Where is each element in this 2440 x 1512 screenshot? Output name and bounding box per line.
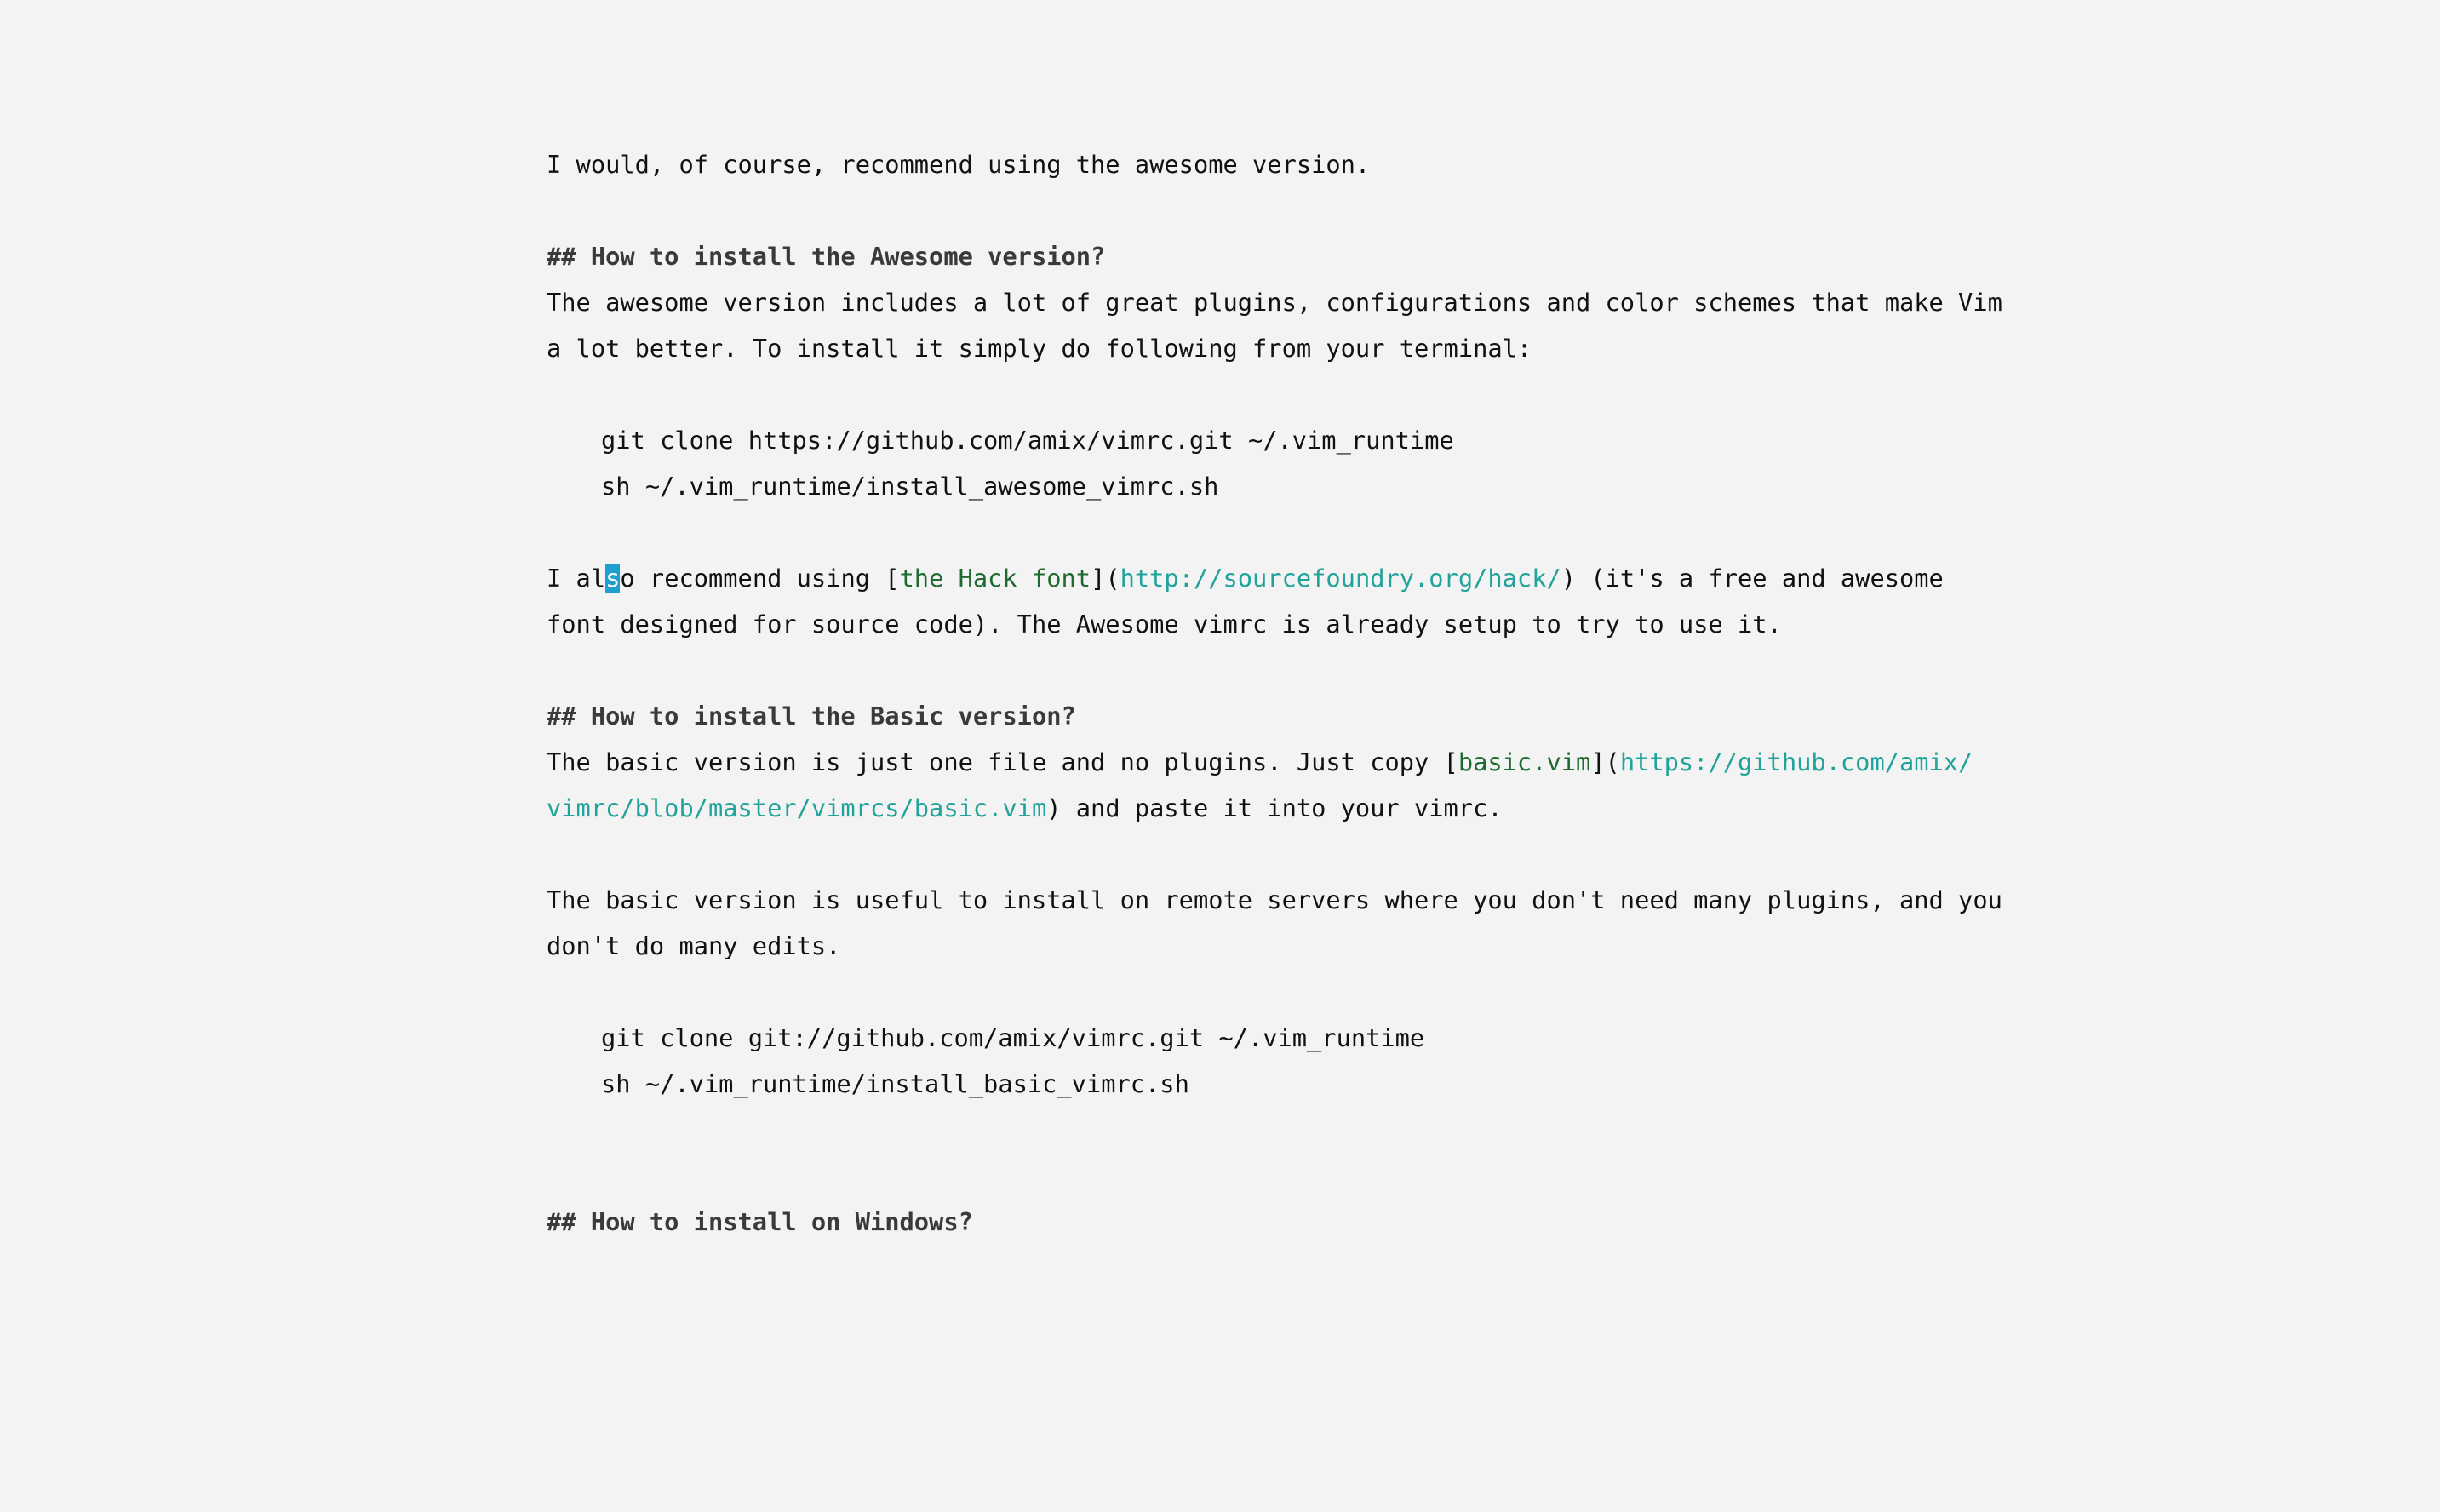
heading-awesome-version: ## How to install the Awesome version? xyxy=(547,242,1106,271)
text-line-basic-link-cont xyxy=(547,785,1503,831)
text-line-basic-link xyxy=(547,739,1973,785)
heading-windows: ## How to install on Windows? xyxy=(547,1207,973,1236)
text-line: a lot better. To install it simply do following from your terminal: xyxy=(547,334,1532,363)
text-line: The awesome version includes a lot of great plugins, configurations and color schemes that make Vim xyxy=(547,288,2002,317)
text-line: I would, of course, recommend using the awesome version. xyxy=(547,150,1371,179)
code-line: sh ~/.vim_runtime/install_awesome_vimrc.sh xyxy=(601,472,1219,501)
link-url-basic-vim-cont[interactable]: vimrc/blob/master/vimrcs/basic.vim xyxy=(547,793,1047,822)
link-url-hack-font[interactable]: http://sourcefoundry.org/hack/ xyxy=(1120,564,1561,593)
text-segment: The basic version is just one file and no plugins. Just copy [ xyxy=(547,747,1458,776)
text-segment: o recommend using [ xyxy=(620,564,900,593)
text-line-hack-font xyxy=(547,555,1944,601)
text-segment: I al xyxy=(547,564,606,593)
text-line: don't do many edits. xyxy=(547,931,841,960)
text-segment: ]( xyxy=(1590,747,1620,776)
text-line: The basic version is useful to install on remote servers where you don't need many plugins, and you xyxy=(547,885,2002,914)
code-line: git clone git://github.com/amix/vimrc.git ~/.vim_runtime xyxy=(601,1023,1425,1052)
text-segment: ) and paste it into your vimrc. xyxy=(1046,793,1503,822)
text-segment: ]( xyxy=(1091,564,1120,593)
text-cursor: s xyxy=(605,564,621,593)
link-text-basic-vim[interactable]: basic.vim xyxy=(1458,747,1591,776)
code-line: git clone https://github.com/amix/vimrc.git ~/.vim_runtime xyxy=(601,426,1454,455)
text-segment: ) (it's a free and awesome xyxy=(1561,564,1944,593)
text-line: font designed for source code). The Awesome vimrc is already setup to try to use it. xyxy=(547,610,1782,639)
link-url-basic-vim[interactable]: https://github.com/amix/ xyxy=(1619,747,1973,776)
code-line: sh ~/.vim_runtime/install_basic_vimrc.sh xyxy=(601,1069,1189,1098)
link-text-hack-font[interactable]: the Hack font xyxy=(899,564,1091,593)
heading-basic-version: ## How to install the Basic version? xyxy=(547,702,1076,730)
